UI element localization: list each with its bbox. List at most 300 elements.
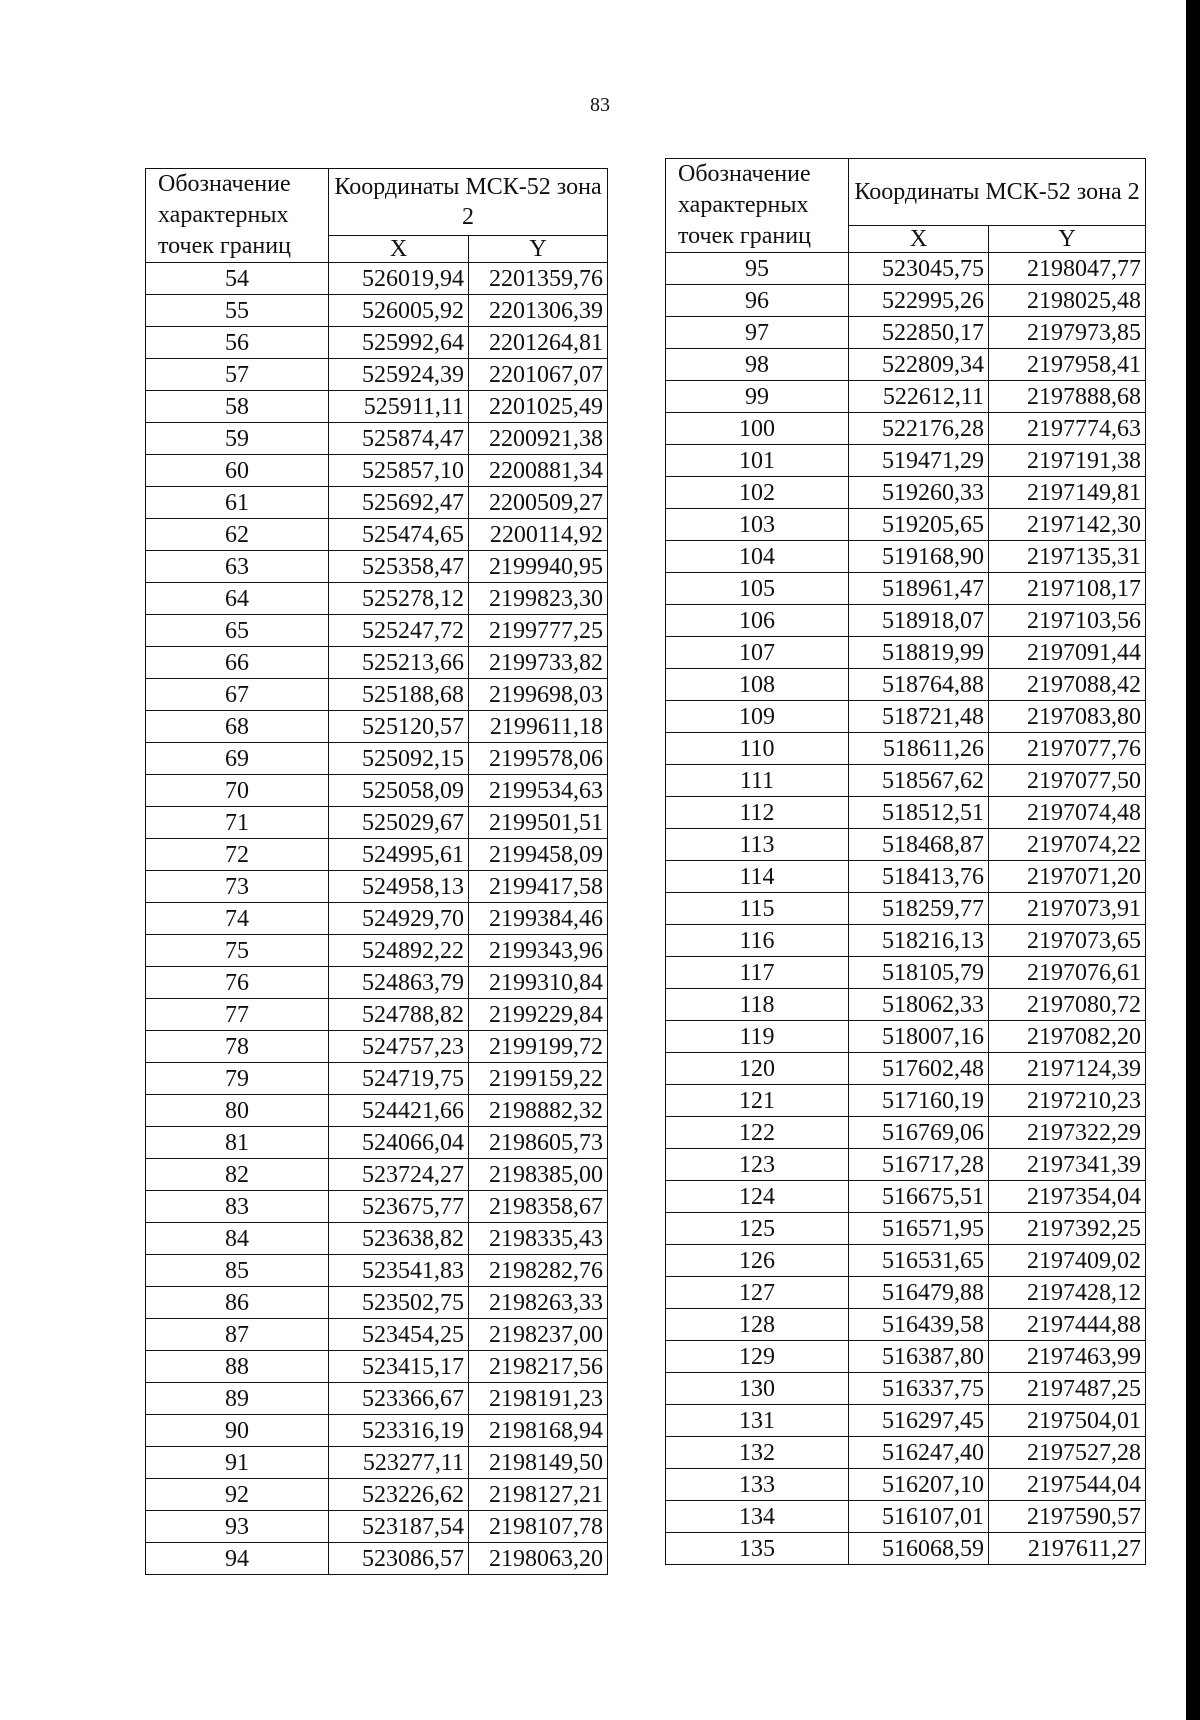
x-coordinate-cell: 516531,65 [849, 1245, 989, 1277]
point-number-cell: 116 [666, 925, 849, 957]
table-row [666, 701, 1146, 733]
point-number-cell: 92 [146, 1479, 329, 1511]
y-coordinate-cell: 2197504,01 [989, 1405, 1146, 1437]
x-coordinate-cell: 518567,62 [849, 765, 989, 797]
x-coordinate-cell: 518512,51 [849, 797, 989, 829]
x-coordinate-cell: 526005,92 [329, 295, 469, 327]
y-coordinate-cell: 2199940,95 [469, 551, 608, 583]
x-coordinate-cell: 516439,58 [849, 1309, 989, 1341]
x-coordinate-cell: 525058,09 [329, 775, 469, 807]
x-coordinate-cell: 516068,59 [849, 1533, 989, 1565]
point-number-cell: 135 [666, 1533, 849, 1565]
y-coordinate-cell: 2199229,84 [469, 999, 608, 1031]
y-coordinate-cell: 2197149,81 [989, 477, 1146, 509]
y-coordinate-cell: 2198127,21 [469, 1479, 608, 1511]
point-number-cell: 133 [666, 1469, 849, 1501]
x-coordinate-cell: 524421,66 [329, 1095, 469, 1127]
x-coordinate-cell: 524066,04 [329, 1127, 469, 1159]
table-row [666, 925, 1146, 957]
table-row [146, 487, 608, 519]
x-coordinate-cell: 525247,72 [329, 615, 469, 647]
header-coords-title: Координаты МСК-52 зона 2 [849, 159, 1146, 226]
point-number-cell: 130 [666, 1373, 849, 1405]
table-row [146, 423, 608, 455]
point-number-cell: 76 [146, 967, 329, 999]
x-coordinate-cell: 524995,61 [329, 839, 469, 871]
x-coordinate-cell: 519168,90 [849, 541, 989, 573]
table-row [146, 1287, 608, 1319]
x-coordinate-cell: 517160,19 [849, 1085, 989, 1117]
table-row [146, 1191, 608, 1223]
y-coordinate-cell: 2197077,76 [989, 733, 1146, 765]
table-row [666, 957, 1146, 989]
point-number-cell: 87 [146, 1319, 329, 1351]
table-row [146, 1063, 608, 1095]
point-number-cell: 91 [146, 1447, 329, 1479]
point-number-cell: 86 [146, 1287, 329, 1319]
point-number-cell: 58 [146, 391, 329, 423]
x-coordinate-cell: 518259,77 [849, 893, 989, 925]
y-coordinate-cell: 2197487,25 [989, 1373, 1146, 1405]
table-row [146, 263, 608, 295]
table-row [146, 391, 608, 423]
table-row [666, 541, 1146, 573]
y-coordinate-cell: 2197191,38 [989, 445, 1146, 477]
y-coordinate-cell: 2198168,94 [469, 1415, 608, 1447]
header-point-designation: Обозначение характерных точек границ [666, 159, 849, 253]
y-coordinate-cell: 2198335,43 [469, 1223, 608, 1255]
point-number-cell: 97 [666, 317, 849, 349]
y-coordinate-cell: 2197527,28 [989, 1437, 1146, 1469]
point-number-cell: 74 [146, 903, 329, 935]
point-number-cell: 126 [666, 1245, 849, 1277]
x-coordinate-cell: 525278,12 [329, 583, 469, 615]
table-row [146, 935, 608, 967]
point-number-cell: 103 [666, 509, 849, 541]
y-coordinate-cell: 2198237,00 [469, 1319, 608, 1351]
x-coordinate-cell: 523675,77 [329, 1191, 469, 1223]
x-coordinate-cell: 523454,25 [329, 1319, 469, 1351]
table-row [666, 1213, 1146, 1245]
table-row [666, 317, 1146, 349]
y-coordinate-cell: 2197080,72 [989, 989, 1146, 1021]
y-coordinate-cell: 2197142,30 [989, 509, 1146, 541]
table-row [146, 359, 608, 391]
x-coordinate-cell: 525874,47 [329, 423, 469, 455]
table-row [146, 999, 608, 1031]
point-number-cell: 115 [666, 893, 849, 925]
y-coordinate-cell: 2197392,25 [989, 1213, 1146, 1245]
y-coordinate-cell: 2199534,63 [469, 775, 608, 807]
y-coordinate-cell: 2199823,30 [469, 583, 608, 615]
x-coordinate-cell: 525029,67 [329, 807, 469, 839]
x-coordinate-cell: 522809,34 [849, 349, 989, 381]
table-row [146, 455, 608, 487]
point-number-cell: 124 [666, 1181, 849, 1213]
x-coordinate-cell: 522995,26 [849, 285, 989, 317]
coordinates-table-left [145, 168, 608, 1575]
x-coordinate-cell: 524788,82 [329, 999, 469, 1031]
point-number-cell: 98 [666, 349, 849, 381]
header-point-designation: Обозначение характерных точек границ [146, 169, 329, 263]
table-row [666, 1437, 1146, 1469]
point-number-cell: 68 [146, 711, 329, 743]
y-coordinate-cell: 2199578,06 [469, 743, 608, 775]
header-x: X [849, 226, 989, 253]
y-coordinate-cell: 2197444,88 [989, 1309, 1146, 1341]
table-row [666, 1373, 1146, 1405]
y-coordinate-cell: 2199199,72 [469, 1031, 608, 1063]
y-coordinate-cell: 2200881,34 [469, 455, 608, 487]
x-coordinate-cell: 519471,29 [849, 445, 989, 477]
table-row [666, 253, 1146, 285]
table-body-left [146, 263, 608, 1575]
table-row [146, 1415, 608, 1447]
y-coordinate-cell: 2197077,50 [989, 765, 1146, 797]
y-coordinate-cell: 2198882,32 [469, 1095, 608, 1127]
table-row [666, 989, 1146, 1021]
x-coordinate-cell: 517602,48 [849, 1053, 989, 1085]
point-number-cell: 122 [666, 1117, 849, 1149]
table-row [146, 1031, 608, 1063]
point-number-cell: 85 [146, 1255, 329, 1287]
table-row [146, 327, 608, 359]
point-number-cell: 121 [666, 1085, 849, 1117]
y-coordinate-cell: 2199384,46 [469, 903, 608, 935]
point-number-cell: 78 [146, 1031, 329, 1063]
y-coordinate-cell: 2198063,20 [469, 1543, 608, 1575]
y-coordinate-cell: 2197409,02 [989, 1245, 1146, 1277]
x-coordinate-cell: 516479,88 [849, 1277, 989, 1309]
y-coordinate-cell: 2199159,22 [469, 1063, 608, 1095]
table-row [146, 1319, 608, 1351]
table-row [666, 829, 1146, 861]
point-number-cell: 90 [146, 1415, 329, 1447]
point-number-cell: 88 [146, 1351, 329, 1383]
y-coordinate-cell: 2199777,25 [469, 615, 608, 647]
y-coordinate-cell: 2198358,67 [469, 1191, 608, 1223]
y-coordinate-cell: 2197071,20 [989, 861, 1146, 893]
table-row [146, 679, 608, 711]
y-coordinate-cell: 2198217,56 [469, 1351, 608, 1383]
y-coordinate-cell: 2199458,09 [469, 839, 608, 871]
table-row [146, 551, 608, 583]
point-number-cell: 89 [146, 1383, 329, 1415]
x-coordinate-cell: 525692,47 [329, 487, 469, 519]
y-coordinate-cell: 2197076,61 [989, 957, 1146, 989]
x-coordinate-cell: 523187,54 [329, 1511, 469, 1543]
point-number-cell: 79 [146, 1063, 329, 1095]
x-coordinate-cell: 524958,13 [329, 871, 469, 903]
x-coordinate-cell: 525911,11 [329, 391, 469, 423]
table-row [666, 1245, 1146, 1277]
point-number-cell: 94 [146, 1543, 329, 1575]
y-coordinate-cell: 2201067,07 [469, 359, 608, 391]
point-number-cell: 72 [146, 839, 329, 871]
x-coordinate-cell: 518413,76 [849, 861, 989, 893]
point-number-cell: 104 [666, 541, 849, 573]
y-coordinate-cell: 2197888,68 [989, 381, 1146, 413]
table-row [666, 605, 1146, 637]
table-row [666, 733, 1146, 765]
y-coordinate-cell: 2199310,84 [469, 967, 608, 999]
x-coordinate-cell: 524892,22 [329, 935, 469, 967]
y-coordinate-cell: 2198149,50 [469, 1447, 608, 1479]
table-row [146, 903, 608, 935]
point-number-cell: 100 [666, 413, 849, 445]
point-number-cell: 77 [146, 999, 329, 1031]
x-coordinate-cell: 516247,40 [849, 1437, 989, 1469]
x-coordinate-cell: 516107,01 [849, 1501, 989, 1533]
point-number-cell: 96 [666, 285, 849, 317]
point-number-cell: 106 [666, 605, 849, 637]
table-row [146, 967, 608, 999]
table-row [146, 647, 608, 679]
point-number-cell: 64 [146, 583, 329, 615]
point-number-cell: 107 [666, 637, 849, 669]
table-row [146, 1447, 608, 1479]
point-number-cell: 80 [146, 1095, 329, 1127]
point-number-cell: 73 [146, 871, 329, 903]
point-number-cell: 56 [146, 327, 329, 359]
point-number-cell: 120 [666, 1053, 849, 1085]
x-coordinate-cell: 518062,33 [849, 989, 989, 1021]
table-row [146, 839, 608, 871]
point-number-cell: 63 [146, 551, 329, 583]
page-edge [1186, 0, 1200, 1720]
x-coordinate-cell: 525120,57 [329, 711, 469, 743]
table-row [666, 1405, 1146, 1437]
y-coordinate-cell: 2197135,31 [989, 541, 1146, 573]
point-number-cell: 65 [146, 615, 329, 647]
point-number-cell: 101 [666, 445, 849, 477]
table-row [146, 519, 608, 551]
x-coordinate-cell: 522850,17 [849, 317, 989, 349]
point-number-cell: 129 [666, 1341, 849, 1373]
table-row [666, 413, 1146, 445]
point-number-cell: 82 [146, 1159, 329, 1191]
table-row [146, 1095, 608, 1127]
table-row [666, 285, 1146, 317]
table-row [666, 1341, 1146, 1373]
point-number-cell: 131 [666, 1405, 849, 1437]
x-coordinate-cell: 524719,75 [329, 1063, 469, 1095]
point-number-cell: 118 [666, 989, 849, 1021]
x-coordinate-cell: 525474,65 [329, 519, 469, 551]
y-coordinate-cell: 2200114,92 [469, 519, 608, 551]
point-number-cell: 114 [666, 861, 849, 893]
y-coordinate-cell: 2197074,48 [989, 797, 1146, 829]
point-number-cell: 71 [146, 807, 329, 839]
point-number-cell: 109 [666, 701, 849, 733]
y-coordinate-cell: 2199698,03 [469, 679, 608, 711]
header-coords-title: Координаты МСК-52 зона 2 [329, 169, 608, 236]
point-number-cell: 59 [146, 423, 329, 455]
table-row [146, 1543, 608, 1575]
table-row [146, 295, 608, 327]
table-row [146, 1511, 608, 1543]
y-coordinate-cell: 2197354,04 [989, 1181, 1146, 1213]
table-row [146, 743, 608, 775]
table-row [146, 615, 608, 647]
y-coordinate-cell: 2197091,44 [989, 637, 1146, 669]
y-coordinate-cell: 2197074,22 [989, 829, 1146, 861]
point-number-cell: 93 [146, 1511, 329, 1543]
y-coordinate-cell: 2201359,76 [469, 263, 608, 295]
x-coordinate-cell: 523277,11 [329, 1447, 469, 1479]
y-coordinate-cell: 2197073,91 [989, 893, 1146, 925]
point-number-cell: 54 [146, 263, 329, 295]
point-number-cell: 113 [666, 829, 849, 861]
x-coordinate-cell: 516297,45 [849, 1405, 989, 1437]
x-coordinate-cell: 518105,79 [849, 957, 989, 989]
point-number-cell: 62 [146, 519, 329, 551]
y-coordinate-cell: 2198025,48 [989, 285, 1146, 317]
point-number-cell: 67 [146, 679, 329, 711]
point-number-cell: 108 [666, 669, 849, 701]
y-coordinate-cell: 2197590,57 [989, 1501, 1146, 1533]
point-number-cell: 75 [146, 935, 329, 967]
point-number-cell: 125 [666, 1213, 849, 1245]
table-row [666, 381, 1146, 413]
y-coordinate-cell: 2197958,41 [989, 349, 1146, 381]
header-y: Y [989, 226, 1146, 253]
x-coordinate-cell: 518611,26 [849, 733, 989, 765]
point-number-cell: 105 [666, 573, 849, 605]
y-coordinate-cell: 2198191,23 [469, 1383, 608, 1415]
x-coordinate-cell: 523502,75 [329, 1287, 469, 1319]
x-coordinate-cell: 518468,87 [849, 829, 989, 861]
y-coordinate-cell: 2200921,38 [469, 423, 608, 455]
x-coordinate-cell: 523045,75 [849, 253, 989, 285]
x-coordinate-cell: 523415,17 [329, 1351, 469, 1383]
table-row [666, 1181, 1146, 1213]
table-row [146, 775, 608, 807]
y-coordinate-cell: 2197544,04 [989, 1469, 1146, 1501]
x-coordinate-cell: 518721,48 [849, 701, 989, 733]
point-number-cell: 70 [146, 775, 329, 807]
y-coordinate-cell: 2199501,51 [469, 807, 608, 839]
y-coordinate-cell: 2199611,18 [469, 711, 608, 743]
y-coordinate-cell: 2197124,39 [989, 1053, 1146, 1085]
table-row [146, 1255, 608, 1287]
table-row [666, 893, 1146, 925]
y-coordinate-cell: 2201306,39 [469, 295, 608, 327]
point-number-cell: 60 [146, 455, 329, 487]
point-number-cell: 81 [146, 1127, 329, 1159]
table-row [666, 1309, 1146, 1341]
point-number-cell: 55 [146, 295, 329, 327]
table-row [666, 1277, 1146, 1309]
table-row [666, 349, 1146, 381]
x-coordinate-cell: 525092,15 [329, 743, 469, 775]
x-coordinate-cell: 523086,57 [329, 1543, 469, 1575]
x-coordinate-cell: 518961,47 [849, 573, 989, 605]
point-number-cell: 110 [666, 733, 849, 765]
point-number-cell: 132 [666, 1437, 849, 1469]
x-coordinate-cell: 523541,83 [329, 1255, 469, 1287]
point-number-cell: 66 [146, 647, 329, 679]
y-coordinate-cell: 2197973,85 [989, 317, 1146, 349]
table-row [666, 1533, 1146, 1565]
x-coordinate-cell: 516207,10 [849, 1469, 989, 1501]
y-coordinate-cell: 2197341,39 [989, 1149, 1146, 1181]
y-coordinate-cell: 2197108,17 [989, 573, 1146, 605]
table-row [146, 1127, 608, 1159]
point-number-cell: 95 [666, 253, 849, 285]
table-row [146, 1159, 608, 1191]
table-row [666, 1085, 1146, 1117]
y-coordinate-cell: 2197073,65 [989, 925, 1146, 957]
y-coordinate-cell: 2201025,49 [469, 391, 608, 423]
table-row [666, 797, 1146, 829]
x-coordinate-cell: 518216,13 [849, 925, 989, 957]
point-number-cell: 102 [666, 477, 849, 509]
page-number: 83 [590, 94, 610, 116]
x-coordinate-cell: 526019,94 [329, 263, 469, 295]
table-row [666, 1053, 1146, 1085]
x-coordinate-cell: 523638,82 [329, 1223, 469, 1255]
x-coordinate-cell: 518918,07 [849, 605, 989, 637]
x-coordinate-cell: 516387,80 [849, 1341, 989, 1373]
table-row [666, 1021, 1146, 1053]
x-coordinate-cell: 518007,16 [849, 1021, 989, 1053]
table-row [146, 871, 608, 903]
x-coordinate-cell: 516717,28 [849, 1149, 989, 1181]
table-row [666, 669, 1146, 701]
header-x: X [329, 236, 469, 263]
y-coordinate-cell: 2197083,80 [989, 701, 1146, 733]
table-row [146, 1351, 608, 1383]
point-number-cell: 69 [146, 743, 329, 775]
y-coordinate-cell: 2198385,00 [469, 1159, 608, 1191]
point-number-cell: 134 [666, 1501, 849, 1533]
point-number-cell: 99 [666, 381, 849, 413]
table-row [146, 711, 608, 743]
table-row [666, 1117, 1146, 1149]
x-coordinate-cell: 519205,65 [849, 509, 989, 541]
y-coordinate-cell: 2198282,76 [469, 1255, 608, 1287]
table-row [666, 1469, 1146, 1501]
y-coordinate-cell: 2199417,58 [469, 871, 608, 903]
x-coordinate-cell: 524929,70 [329, 903, 469, 935]
table-row [666, 765, 1146, 797]
y-coordinate-cell: 2201264,81 [469, 327, 608, 359]
y-coordinate-cell: 2199733,82 [469, 647, 608, 679]
table-row [666, 1501, 1146, 1533]
table-row [146, 1383, 608, 1415]
table-row [146, 583, 608, 615]
table-row [666, 477, 1146, 509]
y-coordinate-cell: 2197611,27 [989, 1533, 1146, 1565]
point-number-cell: 128 [666, 1309, 849, 1341]
table-row [146, 1479, 608, 1511]
table-row [666, 861, 1146, 893]
x-coordinate-cell: 523226,62 [329, 1479, 469, 1511]
x-coordinate-cell: 525213,66 [329, 647, 469, 679]
x-coordinate-cell: 522176,28 [849, 413, 989, 445]
table-body-right [666, 253, 1146, 1565]
y-coordinate-cell: 2197463,99 [989, 1341, 1146, 1373]
x-coordinate-cell: 523724,27 [329, 1159, 469, 1191]
point-number-cell: 83 [146, 1191, 329, 1223]
table-row [666, 509, 1146, 541]
point-number-cell: 111 [666, 765, 849, 797]
x-coordinate-cell: 519260,33 [849, 477, 989, 509]
x-coordinate-cell: 524863,79 [329, 967, 469, 999]
point-number-cell: 123 [666, 1149, 849, 1181]
y-coordinate-cell: 2198605,73 [469, 1127, 608, 1159]
